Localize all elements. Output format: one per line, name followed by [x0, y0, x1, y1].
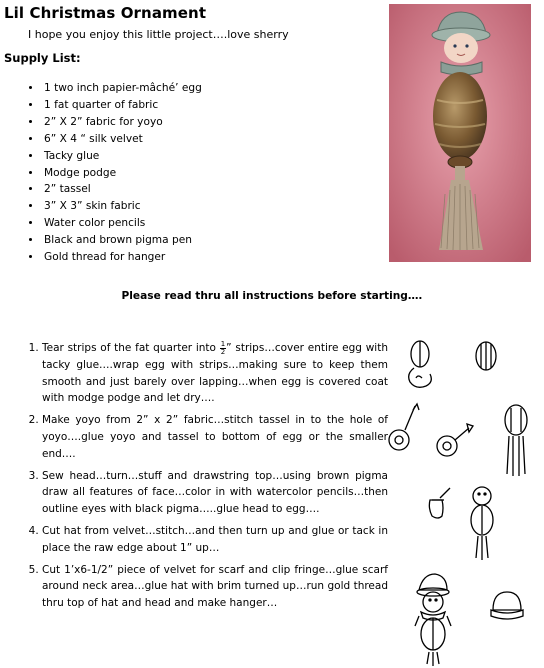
- supply-item: • 2” tassel: [42, 181, 202, 198]
- instruction-step: [42, 340, 388, 407]
- step3-sketch: [422, 482, 502, 562]
- instruction-step: 3. Sew head…turn…stuff and drawstring top…using brown pigma draw all features of face…color in with watercolor pencils…then outline eyes with black pigma…..glue head to egg….: [42, 468, 388, 518]
- supply-item: • 2” X 2” fabric for yoyo: [42, 114, 202, 131]
- supply-list-heading: Supply List:: [4, 51, 81, 65]
- supply-item: • 1 two inch papier-mâché’ egg: [42, 80, 202, 97]
- supply-item: • Tacky glue: [42, 148, 202, 165]
- step1-sketch: [400, 338, 535, 394]
- supply-item: • Black and brown pigma pen: [42, 232, 202, 249]
- page-title: Lil Christmas Ornament: [4, 4, 207, 22]
- step-text: Tear strips of the fat quarter into: [42, 342, 220, 354]
- instruction-step: 2. Make yoyo from 2” x 2” fabric…stitch tassel in to the hole of yoyo….glue yoyo and tassel to bottom of egg or the smaller end….: [42, 412, 388, 462]
- instruction-step: 5. Cut 1’x6-1/2” piece of velvet for scarf and clip fringe…glue scarf around neck area…glue hat with brim turned up…run gold thread thru top of hat and head and make hanger…: [42, 562, 388, 612]
- supply-item: • Gold thread for hanger: [42, 249, 202, 266]
- page-subtitle: I hope you enjoy this little project….love sherry: [28, 28, 289, 41]
- supply-item: • 1 fat quarter of fabric: [42, 97, 202, 114]
- ornament-photo: [389, 4, 531, 262]
- step5-sketch: [405, 570, 535, 666]
- supply-item: • 3” X 3” skin fabric: [42, 198, 202, 215]
- instruction-steps: [22, 340, 388, 617]
- fraction-numerator: 1: [220, 339, 226, 348]
- step2-sketch: [385, 400, 535, 480]
- step-text: ” strips…cover entire egg with tacky glue….wrap egg with strips…making sure to keep them smooth and just barely over lapping…when egg is covered coat with modge podge and let dry….: [42, 342, 388, 405]
- supply-item: • 6” X 4 “ silk velvet: [42, 131, 202, 148]
- supply-item: • Modge podge: [42, 165, 202, 182]
- supply-list: [24, 80, 202, 266]
- fraction-denominator: 2: [220, 347, 226, 356]
- supply-item: • Water color pencils: [42, 215, 202, 232]
- instruction-step: 4. Cut hat from velvet…stitch…and then turn up and glue or tack in place the raw edge about 1” up…: [42, 523, 388, 557]
- instructions-notice: Please read thru all instructions before starting….: [121, 290, 423, 302]
